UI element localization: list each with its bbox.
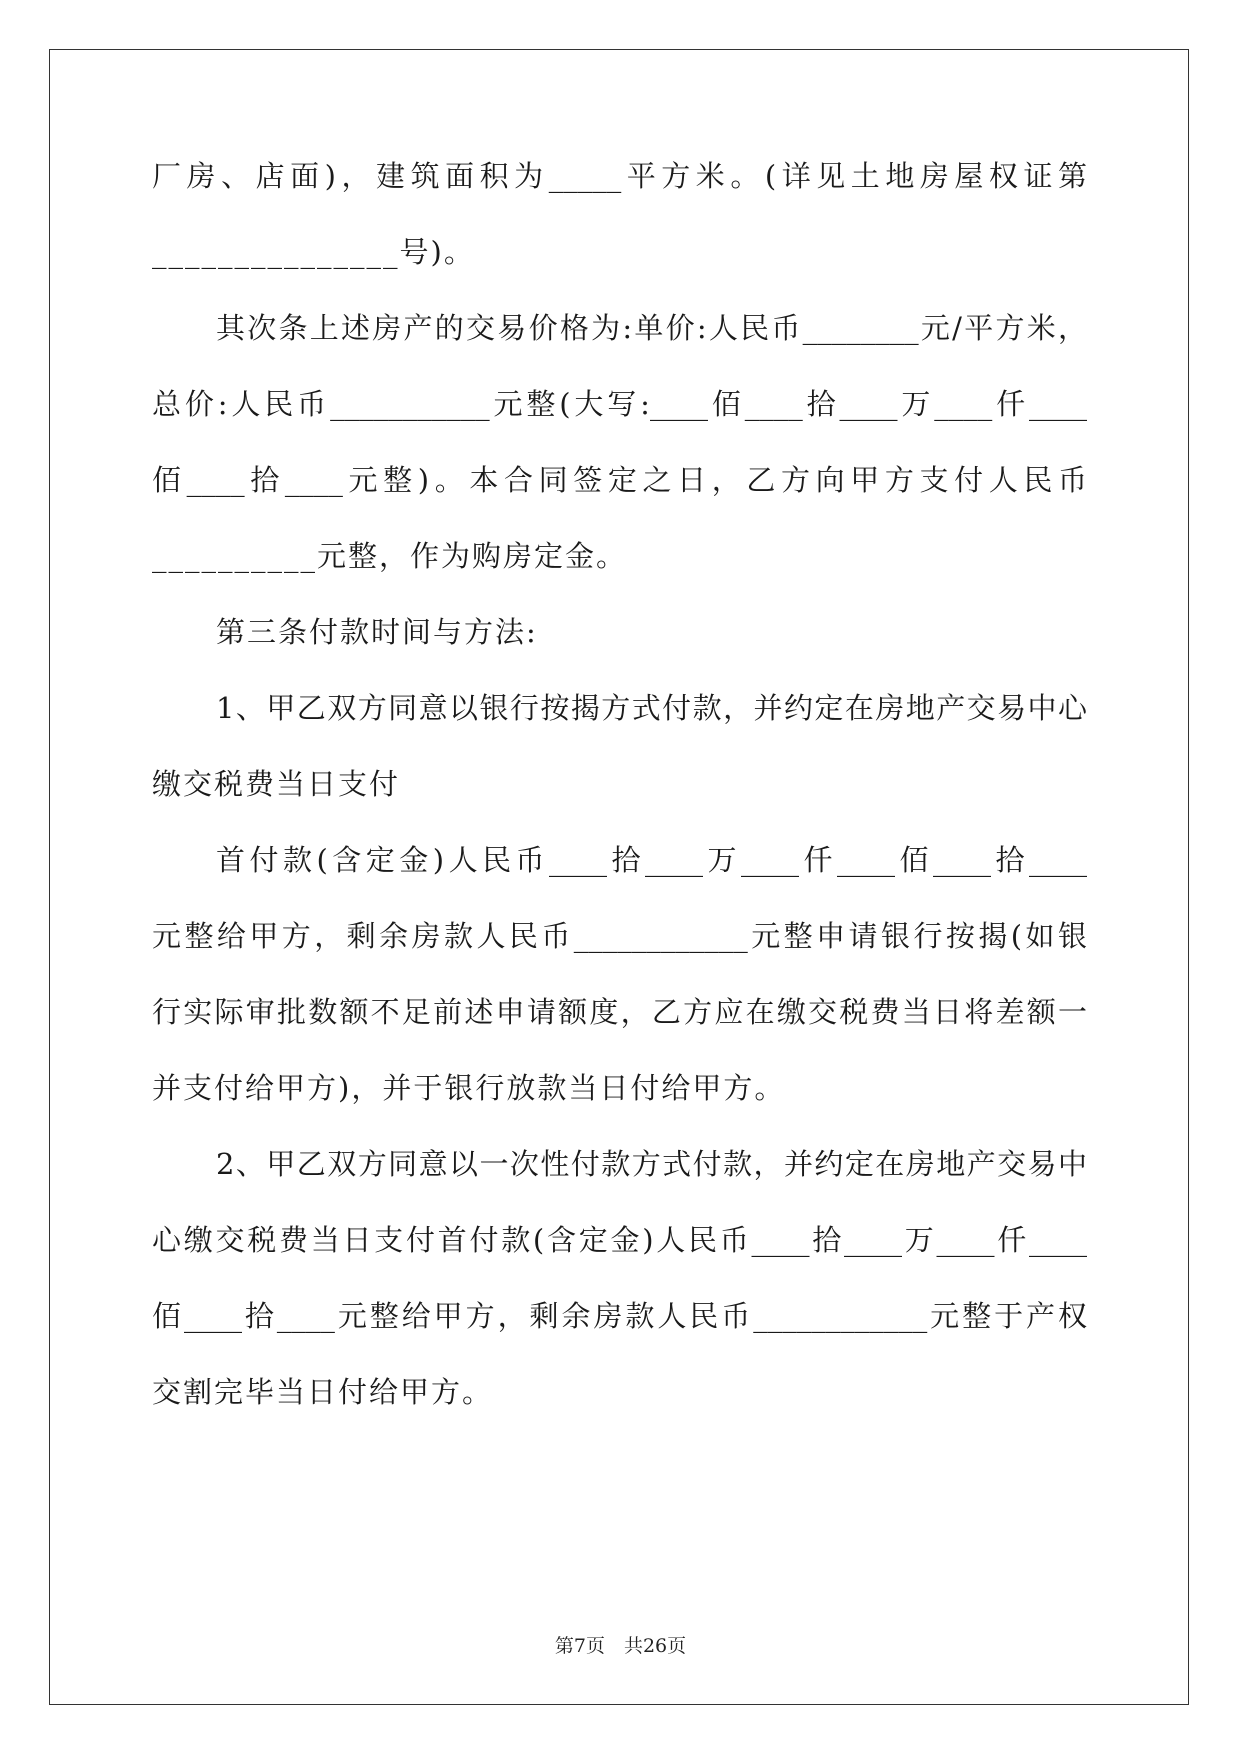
text-line: 缴交税费当日支付 (152, 767, 401, 801)
text-line: 2、甲乙双方同意以一次性付款方式付款，并约定在房地产交易中 (216, 1147, 1087, 1181)
text-line: 厂房、店面)，建筑面积为_____平方米。(详见土地房屋权证第 (152, 159, 1087, 193)
text-line: 交割完毕当日付给甲方。 (152, 1375, 494, 1409)
text-line: 佰____拾____元整给甲方，剩余房款人民币____________元整于产权 (152, 1299, 1087, 1333)
text-line: 元整给甲方，剩余房款人民币____________元整申请银行按揭(如银 (152, 919, 1087, 953)
text-line: 第三条付款时间与方法: (216, 615, 538, 649)
text-line: 并支付给甲方)，并于银行放款当日付给甲方。 (152, 1071, 786, 1105)
text-line: 首付款(含定金)人民币____拾____万____仟____佰____拾____ (216, 843, 1087, 877)
text-line: 其次条上述房产的交易价格为:单价:人民币________元/平方米， (216, 311, 1087, 345)
text-line: 佰____拾____元整)。本合同签定之日，乙方向甲方支付人民币 (152, 463, 1087, 497)
text-line: 心缴交税费当日支付首付款(含定金)人民币____拾____万____仟____ (152, 1223, 1087, 1257)
text-line: 行实际审批数额不足前述申请额度，乙方应在缴交税费当日将差额一 (152, 995, 1087, 1029)
text-line: 1、甲乙双方同意以银行按揭方式付款，并约定在房地产交易中心 (216, 691, 1087, 725)
page-frame (49, 49, 1189, 1705)
page-number: 第7页 共26页 (554, 1635, 687, 1657)
text-line: 总价:人民币___________元整(大写:____佰____拾____万____仟____ (152, 387, 1087, 421)
text-line: __________元整，作为购房定金。 (152, 539, 628, 573)
text-line: _______________号)。 (152, 235, 475, 269)
